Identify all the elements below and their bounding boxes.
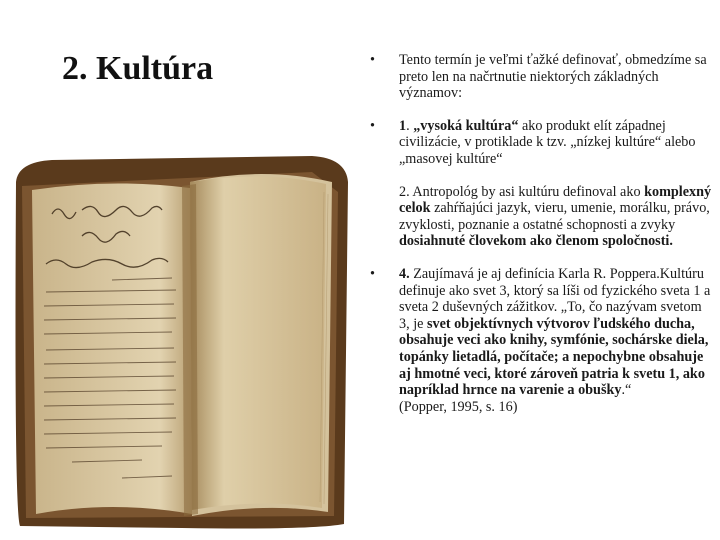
list-item: [370, 266, 715, 415]
bullet-text: [399, 266, 715, 399]
emphasis-text: dosiahnuté človekom ako členom spoločnosti.: [399, 233, 673, 250]
bullet-text: Tento termín je veľmi ťažké definovať, obmedzíme sa preto len na načrtnutie niektorých základných významov:: [399, 52, 707, 102]
bullet-marker: •: [370, 52, 375, 68]
text-run: ako produkt elít západnej civilizácie, v protiklade k tzv. „nízkej kultúre“ alebo „masovej kultúre“: [399, 117, 696, 167]
text-run: .: [406, 117, 414, 134]
open-book-illustration: [12, 152, 350, 532]
bullet-list: [370, 52, 715, 431]
citation: (Popper, 1995, s. 16): [399, 398, 518, 415]
text-run: .“: [621, 382, 632, 399]
emphasis-text: „vysoká kultúra“: [413, 117, 519, 134]
bullet-marker: •: [370, 265, 375, 282]
text-run: Zaujímavá je aj definícia Karla R. Poppera.Kultúru definuje ako svet 3, ktorý sa líši od fyzického sveta 1 a sveta 2 duševných zážitkov. „To, čo nazývam svetom 3, je: [399, 265, 711, 332]
item-number: 4.: [399, 265, 410, 282]
text-run: 2. Antropológ by asi kultúru definoval ako: [399, 183, 645, 200]
slide-title: 2. Kultúra: [62, 50, 214, 87]
list-item: [370, 52, 715, 102]
text-run: zahŕňajúci jazyk, vieru, umenie, morálku, právo, zvyklosti, poznanie a ostatné schopnosti a zvyky: [399, 200, 710, 233]
emphasis-text: komplexný celok: [399, 183, 712, 217]
bullet-text: [399, 118, 715, 168]
bullet-text: [399, 184, 715, 250]
item-number: 1: [399, 117, 407, 134]
emphasis-text: svet objektívnych výtvorov ľudského ducha, obsahuje veci ako knihy, symfónie, sochárske diela, topánky lietadlá, počítače; a nepochybne obsahuje aj hmotné veci, ktoré zároveň patria k svetu 1, ako napríklad hrnce na varenie a obušky: [399, 315, 709, 399]
list-item: [370, 184, 715, 250]
bullet-marker: •: [370, 117, 375, 134]
list-item: [370, 118, 715, 168]
book-image: [12, 152, 350, 532]
